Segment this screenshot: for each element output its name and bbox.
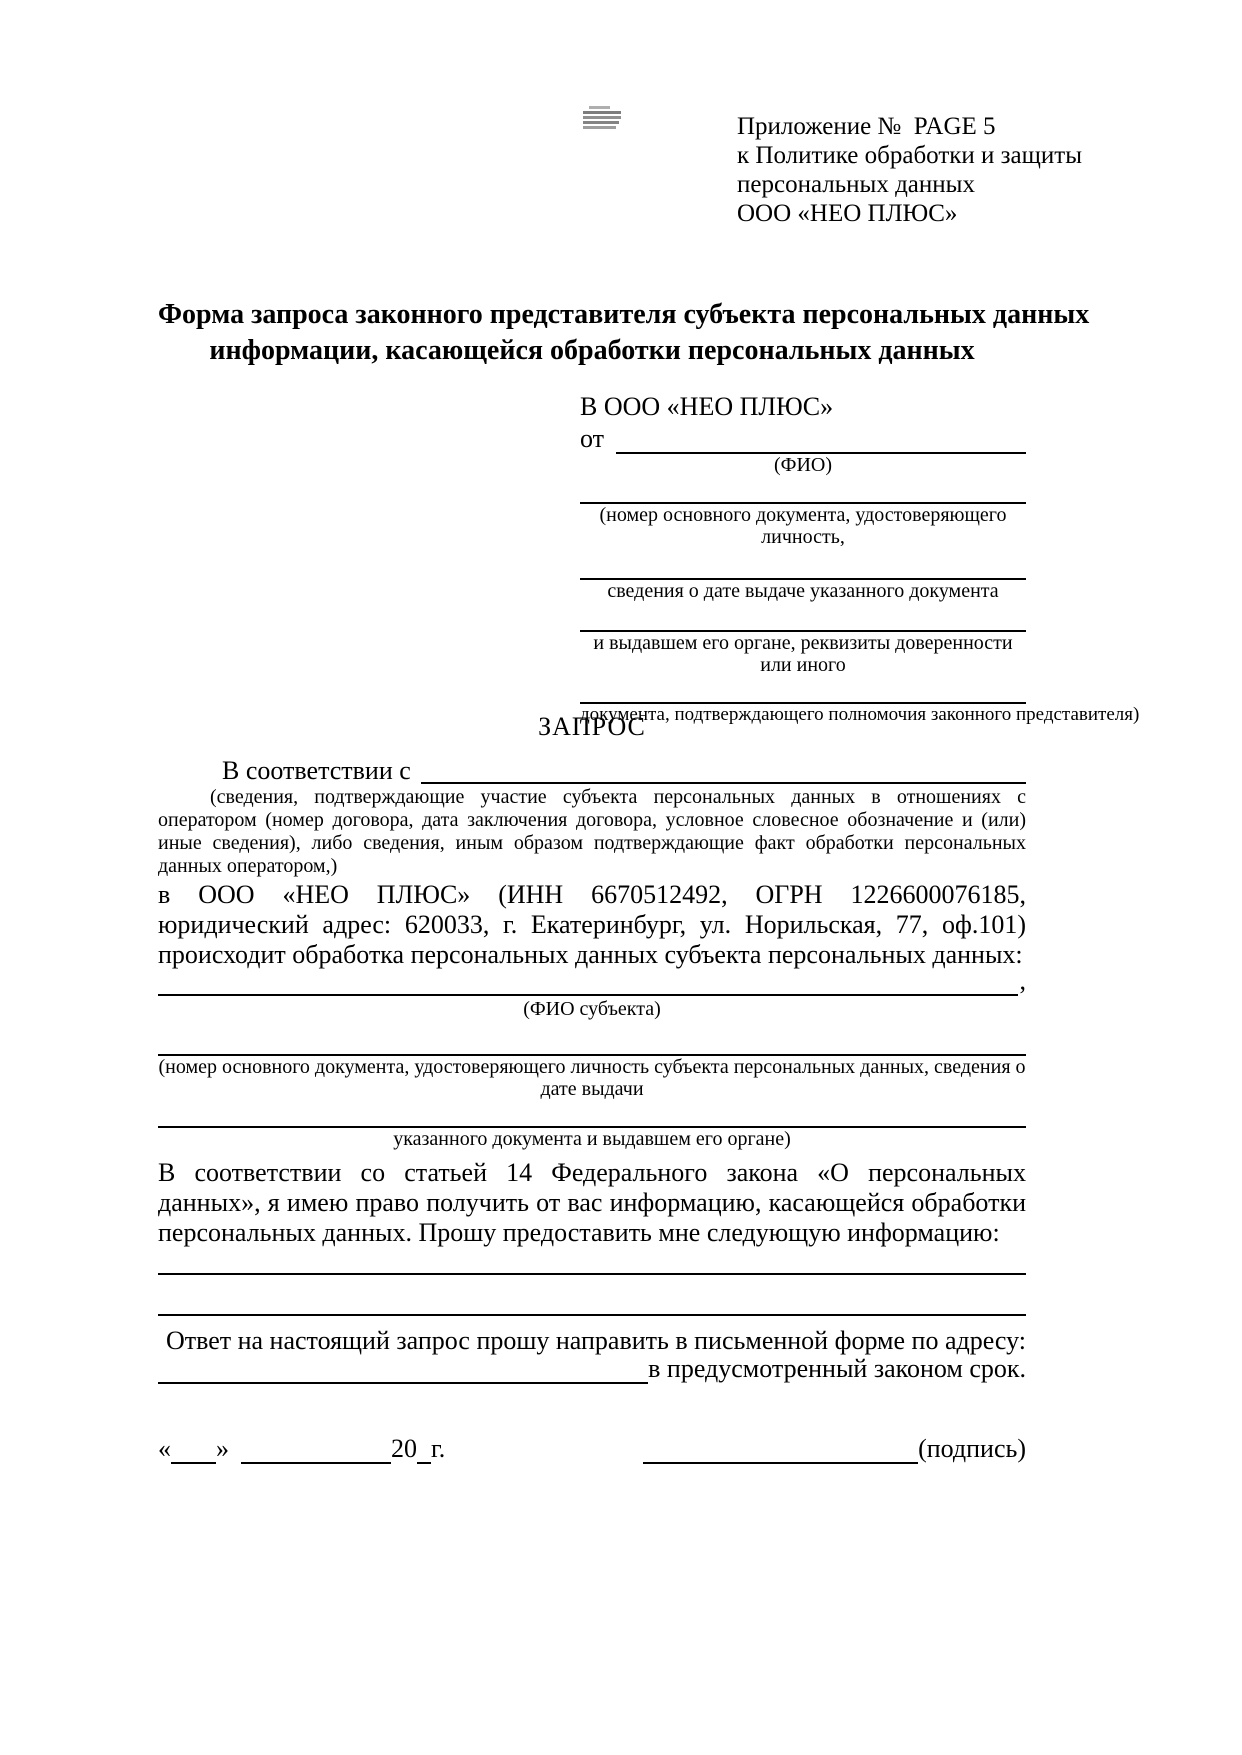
icon-stripe [583, 126, 616, 129]
date-signature-row [158, 1434, 1026, 1464]
subject-doc-caption-line2: указанного документа и выдавшем его органе) [393, 1128, 791, 1150]
date-day-blank-field [171, 1440, 216, 1464]
appendix-header [737, 112, 1082, 228]
appendix-policy-line: к Политике обработки и защиты [737, 142, 1083, 169]
appendix-policy-line2: персональных данных [737, 171, 975, 198]
subject-fio-blank-field [158, 994, 1018, 996]
requested-info-blank-field-1 [158, 1248, 1026, 1275]
subject-doc-blank-field [158, 1032, 1026, 1056]
operator-paragraph: в ООО «НЕО ПЛЮС» (ИНН 6670512492, ОГРН 1226600076185, юридический адрес: 620033, г. Екатеринбург, ул. Норильская, 77, оф.101) происходит обработка персональных данных субъекта персональных данных: [158, 880, 1026, 969]
icon-stripe [583, 116, 621, 119]
embedded-object-stripes-icon [583, 106, 621, 136]
doc-number-caption: (номер основного документа, удостоверяющего личность, [599, 504, 1007, 548]
request-body [158, 712, 1026, 1464]
from-label: от [580, 424, 605, 453]
date-year-suffix: г. [431, 1434, 446, 1463]
intro-label: В соответствии с [222, 756, 411, 785]
date-year-blank-field [417, 1440, 431, 1464]
intro-line [158, 756, 1026, 784]
law-paragraph: В соответствии со статьей 14 Федерального закона «О персональных данных», я имею право получить от вас информацию, касающейся обработки персональных данных. Прошу предоставить мне следующую информацию: [158, 1158, 1026, 1247]
appendix-company: ООО «НЕО ПЛЮС» [737, 200, 958, 227]
subject-fio-caption: (ФИО субъекта) [523, 998, 661, 1020]
answer-request-line: Ответ на настоящий запрос прошу направить в письменной форме по адресу: [165, 1326, 1026, 1355]
doc-issue-date-caption: сведения о дате выдаче указанного документа [607, 580, 999, 602]
signature-line [643, 1434, 1026, 1464]
date-year-prefix: 20 [391, 1434, 417, 1463]
request-heading: ЗАПРОС [538, 712, 646, 741]
representative-doc-blank-field [580, 682, 1026, 704]
date-line [158, 1434, 445, 1464]
answer-address-blank-field [158, 1382, 648, 1384]
answer-tail-text: в предусмотренный законом срок. [648, 1354, 1026, 1383]
icon-stripe [583, 111, 621, 114]
addressee-to: В ООО «НЕО ПЛЮС» [580, 392, 834, 421]
icon-stripe [589, 106, 610, 109]
icon-stripe [583, 121, 619, 124]
doc-issue-date-blank-field [580, 558, 1026, 580]
fine-print-note: (сведения, подтверждающие участие субъекта персональных данных в отношениях с оператором (номер договора, дата заключения договора, условное словесное обозначение и (или) иные сведения), либо сведения, иным образом подтверждающие факт обработки персональных данных оператором,) [158, 786, 1026, 877]
appendix-number: Приложение № PAGE 5 [737, 113, 996, 140]
date-quote-close: » [216, 1434, 229, 1463]
answer-address-line [158, 1356, 1026, 1384]
doc-number-blank-field [580, 480, 1026, 504]
doc-authority-caption: и выдавшем его органе, реквизиты доверенности или иного [593, 632, 1013, 676]
date-quote-open: « [158, 1434, 171, 1463]
intro-blank-field [421, 756, 1026, 784]
requested-info-blank-field-2 [158, 1275, 1026, 1316]
form-title-line2: информации, касающейся обработки персональных данных [209, 335, 975, 366]
subject-doc-authority-blank-field [158, 1106, 1026, 1128]
from-line [580, 424, 1026, 454]
addressee-block [580, 392, 1140, 726]
date-month-blank-field [241, 1440, 391, 1464]
form-title-line1: Форма запроса законного представителя субъекта персональных данных [158, 299, 1090, 330]
subject-fio-blank-line [158, 966, 1026, 996]
fio-caption: (ФИО) [773, 454, 832, 476]
representative-doc-caption: документа, подтверждающего полномочия законного представителя) [580, 704, 1140, 725]
signature-blank-field [643, 1440, 918, 1464]
doc-authority-blank-field [580, 610, 1026, 632]
trailing-comma: , [1019, 966, 1026, 995]
from-name-blank-field [616, 424, 1026, 454]
subject-doc-caption-line1: (номер основного документа, удостоверяющего личность субъекта персональных данных, сведения о дате выдачи [158, 1056, 1026, 1100]
signature-caption: (подпись) [918, 1434, 1026, 1463]
form-title [158, 297, 1090, 369]
